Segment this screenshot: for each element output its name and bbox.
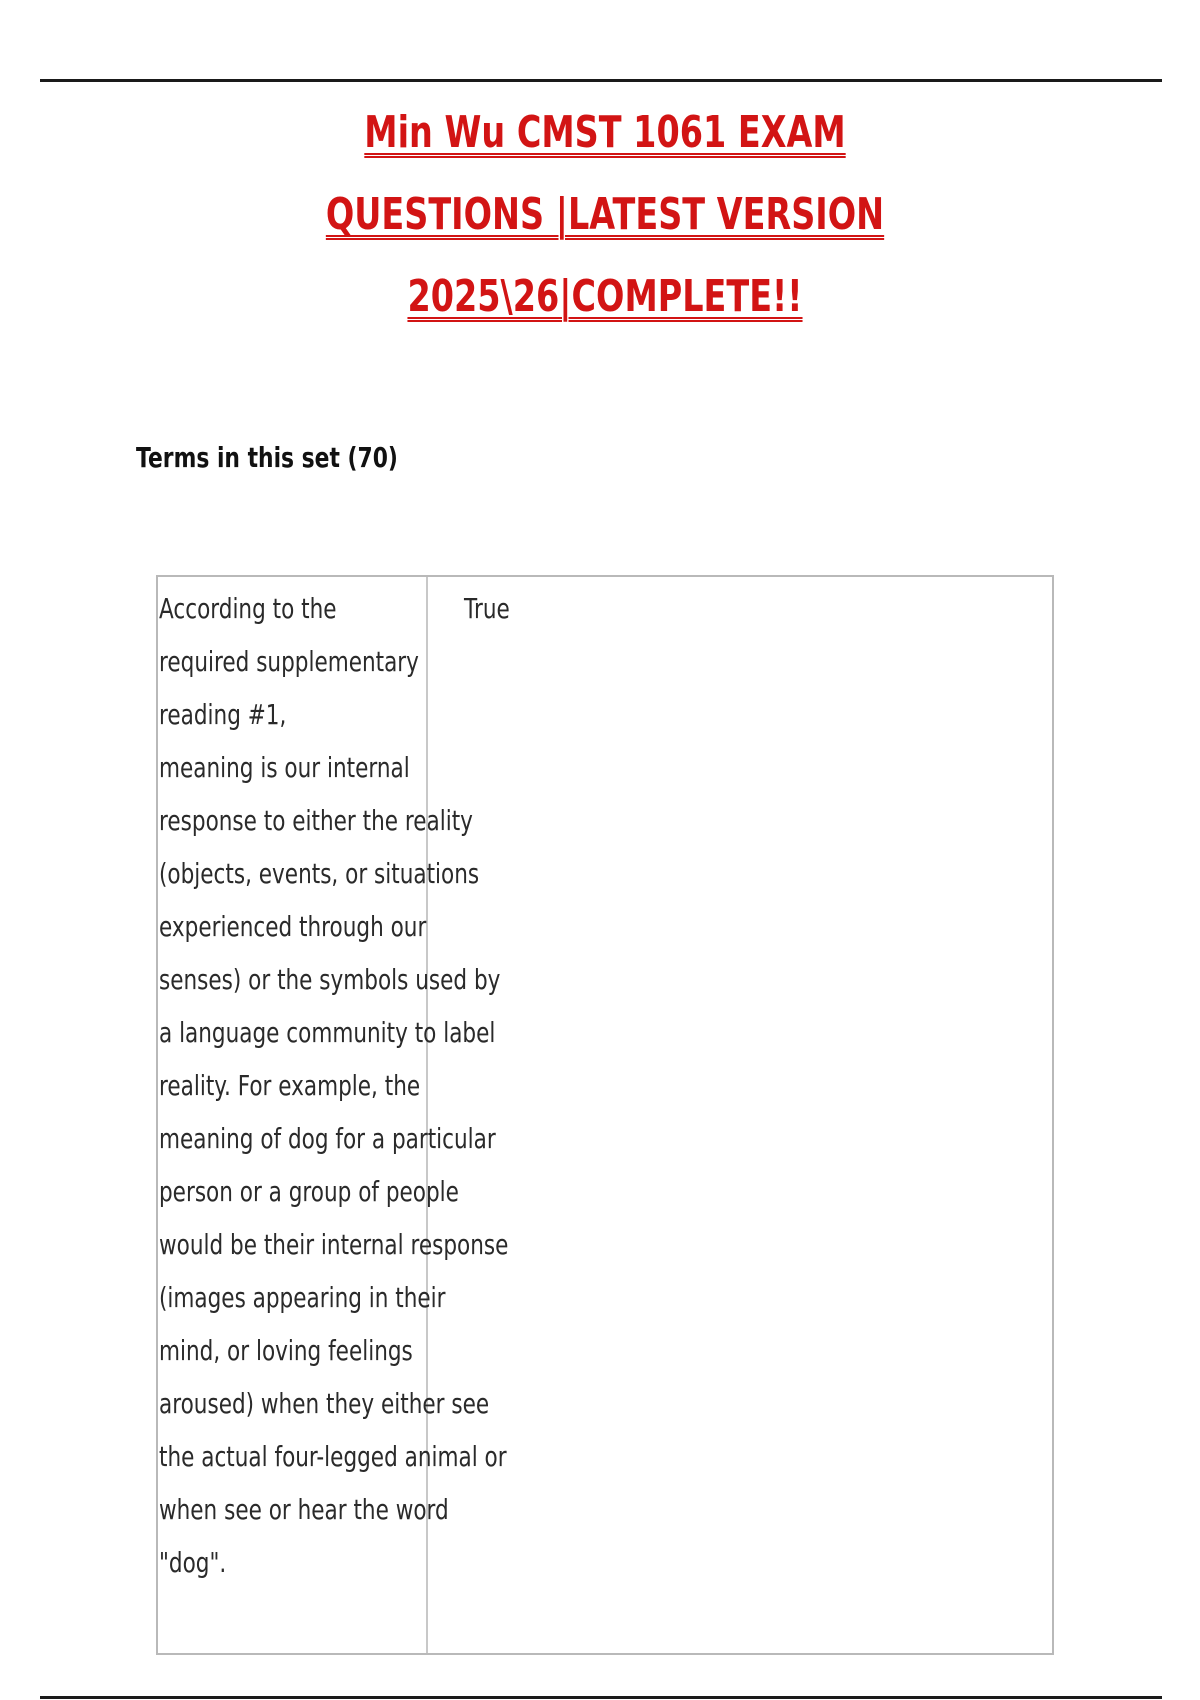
term-line: (images appearing in their <box>159 1281 446 1314</box>
term-line: reality. For example, the <box>159 1069 421 1102</box>
term-line: (objects, events, or situations <box>159 857 480 890</box>
term-line: would be their internal response <box>159 1228 509 1261</box>
bottom-divider <box>40 1696 1162 1699</box>
term-line: required supplementary <box>159 645 419 678</box>
term-line: meaning of dog for a particular <box>159 1122 496 1155</box>
term-line: meaning is our internal <box>159 751 410 784</box>
term-line: According to the <box>159 592 337 625</box>
term-line: senses) or the symbols used by <box>159 963 501 996</box>
term-line: when see or hear the word <box>159 1493 449 1526</box>
top-divider <box>40 79 1162 82</box>
term-line: reading #1, <box>159 698 287 731</box>
definition-cell <box>428 577 1052 1653</box>
term-line: the actual four-legged animal or <box>159 1440 507 1473</box>
title-line-2: 2025\26|COMPLETE!! <box>407 271 803 322</box>
title-line-1: Min Wu CMST 1061 EXAM QUESTIONS |LATEST VERSION <box>325 107 885 240</box>
terms-count-heading: Terms in this set (70) <box>136 441 398 474</box>
term-line: response to either the reality <box>159 804 473 837</box>
term-line: aroused) when they either see <box>159 1387 490 1420</box>
document-title <box>252 92 959 338</box>
term-line: person or a group of people <box>159 1175 459 1208</box>
term-line: a language community to label <box>159 1016 496 1049</box>
term-line: "dog". <box>159 1546 227 1579</box>
term-line: mind, or loving feelings <box>159 1334 413 1367</box>
flashcard-row <box>156 575 1054 1655</box>
definition-text: True <box>464 592 510 625</box>
term-line: experienced through our <box>159 910 427 943</box>
